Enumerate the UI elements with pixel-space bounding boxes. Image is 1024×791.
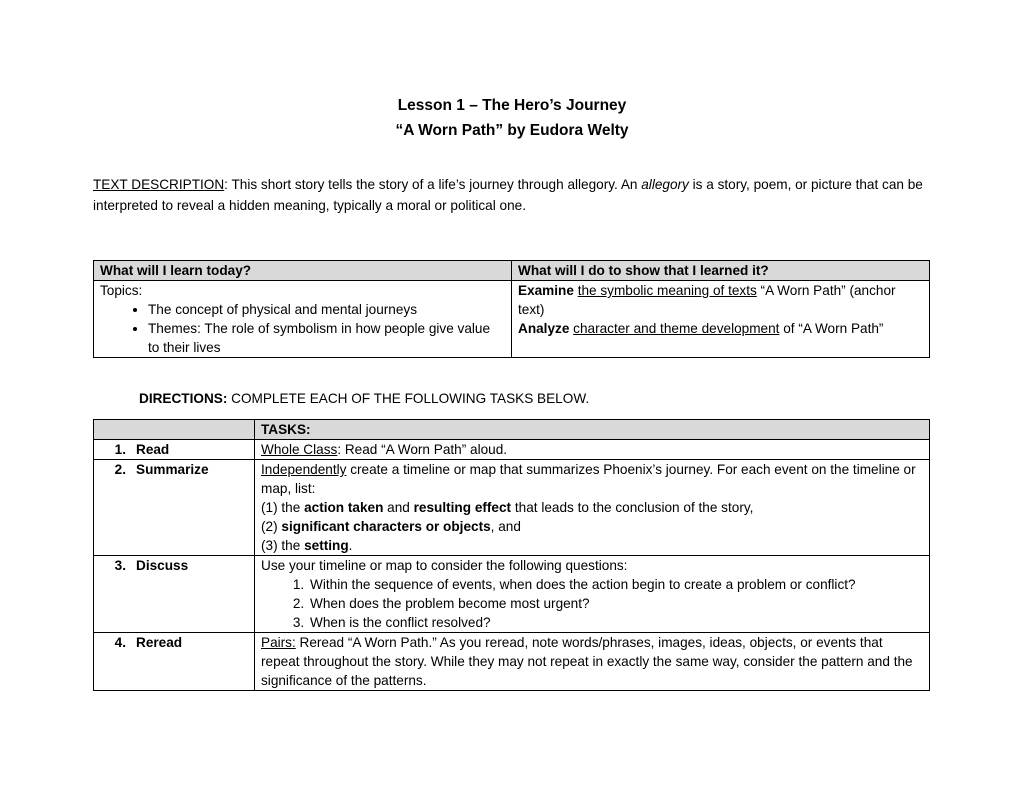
allegory-term: allegory xyxy=(641,177,689,192)
task-discuss-intro: Use your timeline or map to consider the following questions: xyxy=(261,558,628,573)
title-line-2: “A Worn Path” by Eudora Welty xyxy=(395,121,629,139)
task-number: 4. xyxy=(114,635,126,650)
task-name: Read xyxy=(136,442,170,457)
task-name-cell xyxy=(94,633,255,691)
topic-item: • Themes: The role of symbolism in how people give value to their lives xyxy=(148,319,505,357)
task-discuss-cell xyxy=(255,556,930,633)
task-read-text: : Read “A Worn Path” aloud. xyxy=(337,442,508,457)
task-summarize-mode: Independently xyxy=(261,462,347,477)
task-name: Discuss xyxy=(136,558,189,573)
description-text-1: : This short story tells the story of a life’s journey through allegory. An xyxy=(224,177,642,192)
task-number: 1. xyxy=(114,442,126,457)
learn-header-left: What will I learn today? xyxy=(94,261,512,281)
directions-text: COMPLETE EACH OF THE FOLLOWING TASKS BELOW. xyxy=(227,391,590,406)
topics-label: Topics: xyxy=(100,283,143,298)
topics-cell xyxy=(94,281,512,358)
task-summarize-cell xyxy=(255,460,930,556)
topic-item: • The concept of physical and mental journeys xyxy=(148,300,505,319)
task-name: Summarize xyxy=(136,462,209,477)
description-label: TEXT DESCRIPTION xyxy=(93,177,225,192)
show-underlined: the symbolic meaning of texts xyxy=(577,283,757,298)
task-reread-mode: Pairs: xyxy=(261,635,296,650)
table-row xyxy=(94,440,930,460)
lesson-title xyxy=(0,94,1024,143)
tasks-table xyxy=(93,419,930,691)
task-reread-cell xyxy=(255,633,930,691)
learning-objectives-table xyxy=(93,260,930,358)
discuss-questions xyxy=(261,575,923,632)
task-number: 3. xyxy=(114,558,126,573)
task-name: Reread xyxy=(136,635,183,650)
learn-header-right: What will I do to show that I learned it? xyxy=(512,261,930,281)
show-item-analyze xyxy=(518,319,923,338)
description-text-2: is a story, poem, or picture that can be interpreted to reveal a hidden meaning, typically a moral or political one. xyxy=(93,177,923,213)
tasks-header: TASKS: xyxy=(255,420,930,440)
show-verb: Examine xyxy=(518,283,574,298)
show-rest: of “A Worn Path” xyxy=(779,321,884,336)
text-description xyxy=(93,174,923,216)
task-read-cell xyxy=(255,440,930,460)
summarize-list-3: (3) the setting. xyxy=(261,538,353,553)
summarize-list-2: (2) significant characters or objects, and xyxy=(261,519,521,534)
discuss-question: 3. When is the conflict resolved? xyxy=(308,613,923,632)
title-line-1: Lesson 1 – The Hero’s Journey xyxy=(397,97,627,114)
discuss-question: 1. Within the sequence of events, when does the action begin to create a problem or conflict? xyxy=(308,575,923,594)
directions-label: DIRECTIONS: xyxy=(139,391,228,406)
directions xyxy=(139,389,589,408)
task-read-mode: Whole Class xyxy=(261,442,338,457)
table-row xyxy=(94,633,930,691)
task-name-cell xyxy=(94,556,255,633)
task-summarize-text: create a timeline or map that summarizes Phoenix’s journey. For each event on the timeline or map, list: xyxy=(261,462,916,496)
discuss-question: 2. When does the problem become most urgent? xyxy=(308,594,923,613)
table-row xyxy=(94,556,930,633)
topics-list xyxy=(100,300,505,357)
show-rest: “A Worn Path” (anchor text) xyxy=(518,283,896,317)
task-reread-text: Reread “A Worn Path.” As you reread, note words/phrases, images, ideas, objects, or events that repeat throughout the story. While they may not repeat in exactly the same way, consider the pattern and the significance of the patterns. xyxy=(261,635,913,688)
show-cell xyxy=(512,281,930,358)
show-verb: Analyze xyxy=(518,321,570,336)
table-row xyxy=(94,460,930,556)
task-number: 2. xyxy=(114,462,126,477)
task-name-cell xyxy=(94,440,255,460)
show-underlined: character and theme development xyxy=(573,321,780,336)
show-item-examine xyxy=(518,281,923,319)
tasks-header-blank xyxy=(94,420,255,440)
summarize-list-1: (1) the action taken and resulting effect that leads to the conclusion of the story, xyxy=(261,500,754,515)
task-name-cell xyxy=(94,460,255,556)
